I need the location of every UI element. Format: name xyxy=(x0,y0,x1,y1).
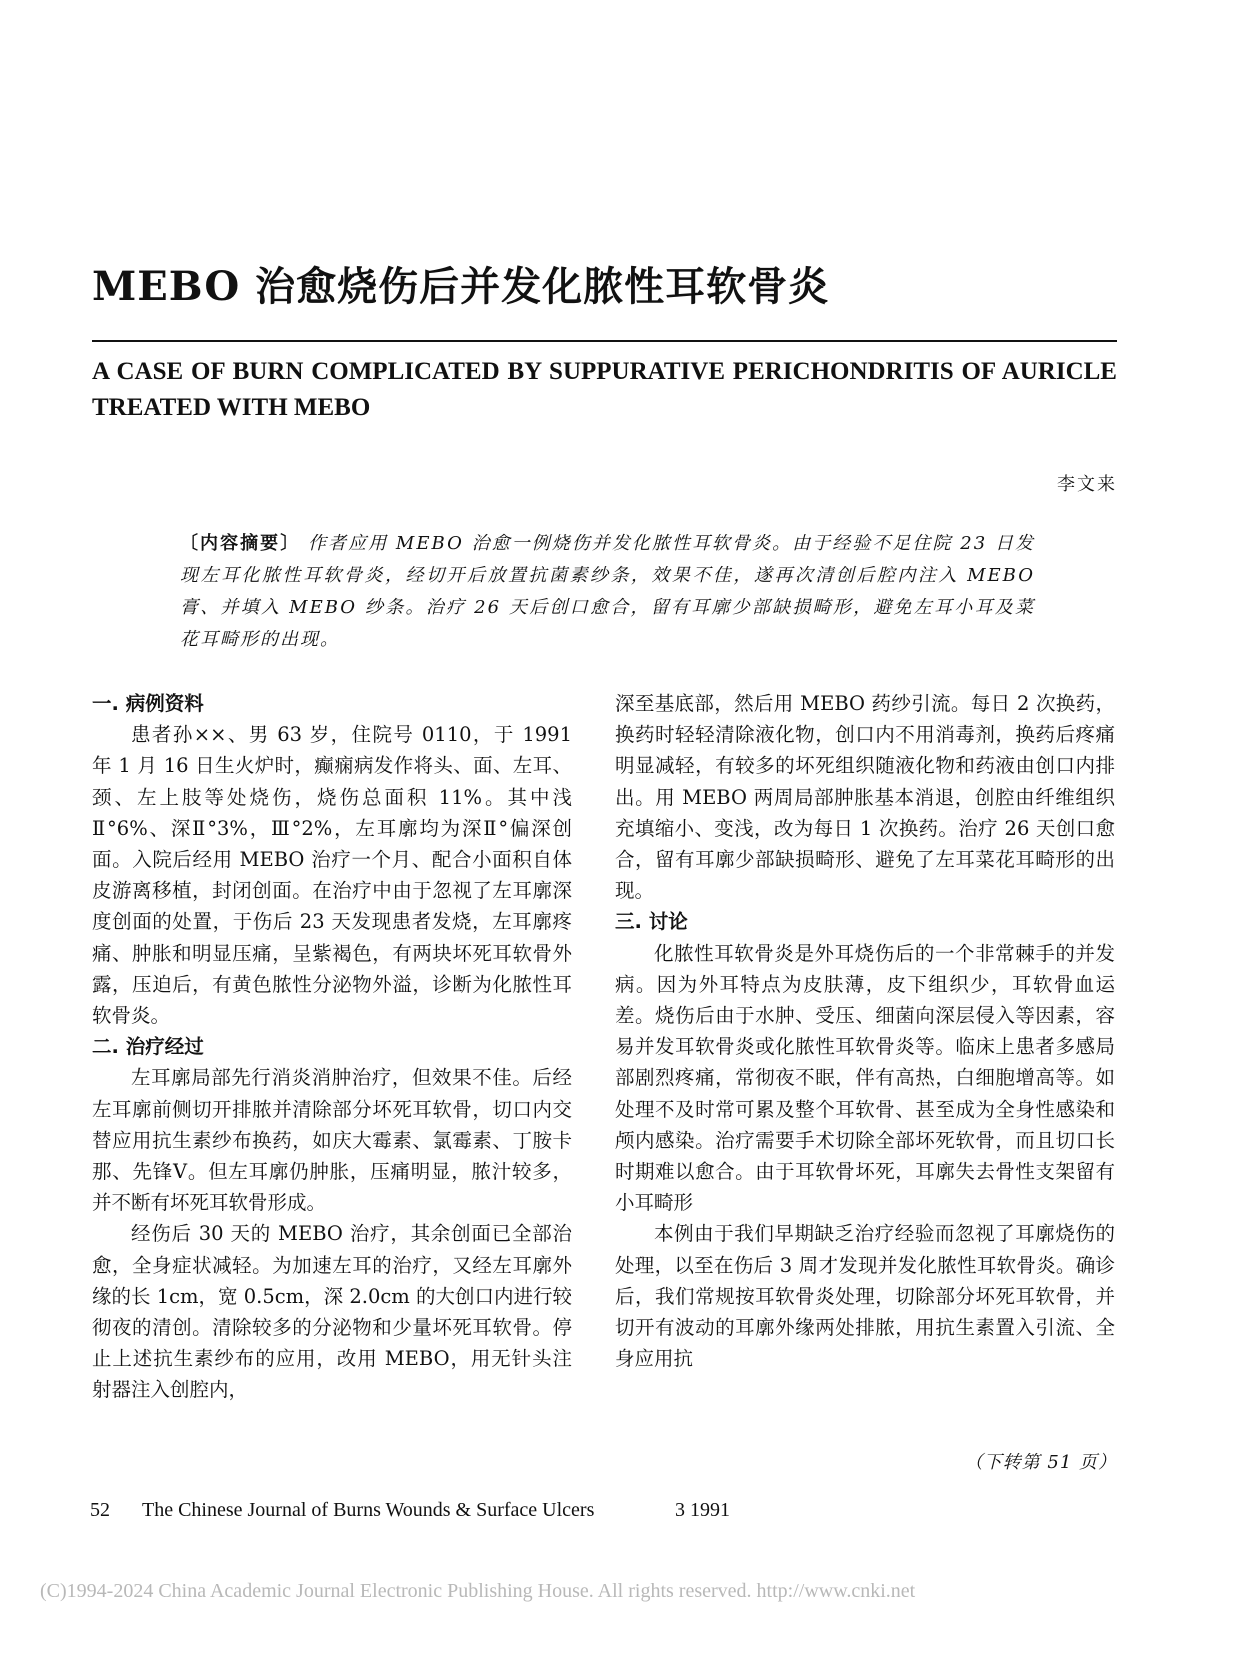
section-heading-discussion: 三. 讨论 xyxy=(615,910,688,934)
left-column xyxy=(92,688,572,1406)
treatment-paragraph-1: 左耳廓局部先行消炎消肿治疗，但效果不佳。后经左耳廓前侧切开排脓并清除部分坏死耳软骨，切口内交替应用抗生素纱布换药，如庆大霉素、氯霉素、丁胺卡那、先锋Ⅴ。但左耳廓仍肿胀，压痛明显，脓汁较多，并不断有坏死耳软骨形成。 xyxy=(92,1066,572,1215)
treatment-paragraph-2: 经伤后 30 天的 MEBO 治疗，其余创面已全部治愈，全身症状减轻。为加速左耳的治疗，又经左耳廓外缘的长 1cm，宽 0.5cm，深 2.0cm 的大创口内进行较彻夜的清创。清除较多的分泌物和少量坏死耳软骨。停止上述抗生素纱布的应用，改用 MEBO，用无针头注射器注入创腔内， xyxy=(92,1222,572,1402)
continued-note: （下转第 51 页） xyxy=(964,1452,1117,1473)
author-name: 李文来 xyxy=(1057,474,1117,495)
english-title: A CASE OF BURN COMPLICATED BY SUPPURATIVE PERICHONDRITIS OF AURICLE TREATED WITH MEBO xyxy=(92,358,1117,421)
case-paragraph: 患者孙××、男 63 岁，住院号 0110，于 1991 年 1 月 16 日生火炉时，癫痫病发作将头、面、左耳、颈、左上肢等处烧伤，烧伤总面积 11%。其中浅Ⅱ°6%、深Ⅱ°3%，Ⅲ°2%，左耳廓均为深Ⅱ°偏深创面。入院后经用 MEBO 治疗一个月、配合小面积自体皮游离移植，封闭创面。在治疗中由于忽视了左耳廓深度创面的处置，于伤后 23 天发现患者发烧，左耳廓疼痛、肿胀和明显压痛，呈紫褐色，有两块坏死耳软骨外露，压迫后，有黄色脓性分泌物外溢，诊断为化脓性耳软骨炎。 xyxy=(92,723,572,1028)
abstract-label: 〔内容摘要〕 xyxy=(180,533,301,554)
copyright-notice: (C)1994-2024 China Academic Journal Electronic Publishing House. All rights reserved. http://www.cnki.net xyxy=(40,1580,916,1602)
footer-issue: 3 1991 xyxy=(675,1499,730,1521)
treatment-paragraph-2-continued: 深至基底部，然后用 MEBO 药纱引流。每日 2 次换药，换药时轻轻清除液化物，创口内不用消毒剂，换药后疼痛明显减轻，有较多的坏死组织随液化物和药液由创口内排出。用 MEBO 两周局部肿胀基本消退，创腔由纤维组织充填缩小、变浅，改为每日 1 次换药。治疗 26 天创口愈合，留有耳廓少部缺损畸形、避免了左耳菜花耳畸形的出现。 xyxy=(615,692,1115,903)
abstract-text: 作者应用 MEBO 治愈一例烧伤并发化脓性耳软骨炎。由于经验不足住院 23 日发现左耳化脓性耳软骨炎，经切开后放置抗菌素纱条，效果不佳，遂再次清创后腔内注入 MEBO 膏、并填入 MEBO 纱条。治疗 26 天后创口愈合，留有耳廓少部缺损畸形，避免左耳小耳及菜花耳畸形的出现。 xyxy=(180,533,1035,650)
section-heading-treatment: 二. 治疗经过 xyxy=(92,1035,204,1059)
right-column xyxy=(615,688,1115,1374)
section-heading-case: 一. 病例资料 xyxy=(92,692,204,715)
discussion-paragraph-1: 化脓性耳软骨炎是外耳烧伤后的一个非常棘手的并发病。因为外耳特点为皮肤薄，皮下组织少，耳软骨血运差。烧伤后由于水肿、受压、细菌向深层侵入等因素，容易并发耳软骨炎或化脓性耳软骨炎等。临床上患者多感局部剧烈疼痛，常彻夜不眠，伴有高热，白细胞增高等。如处理不及时常可累及整个耳软骨、甚至成为全身性感染和颅内感染。治疗需要手术切除全部坏死软骨，而且切口长时期难以愈合。由于耳软骨坏死，耳廓失去骨性支架留有小耳畸形 xyxy=(615,941,1115,1215)
footer-journal-name: The Chinese Journal of Burns Wounds & Surface Ulcers xyxy=(142,1499,595,1521)
title-divider xyxy=(92,340,1117,342)
discussion-paragraph-2: 本例由于我们早期缺乏治疗经验而忽视了耳廓烧伤的处理，以至在伤后 3 周才发现并发化脓性耳软骨炎。确诊后，我们常规按耳软骨炎处理，切除部分坏死耳软骨，并切开有波动的耳廓外缘两处排脓，用抗生素置入引流、全身应用抗 xyxy=(615,1222,1115,1371)
footer-page-number: 52 xyxy=(90,1499,110,1521)
abstract-block xyxy=(180,528,1035,656)
article-title: MEBO 治愈烧伤后并发化脓性耳软骨炎 xyxy=(92,263,830,310)
